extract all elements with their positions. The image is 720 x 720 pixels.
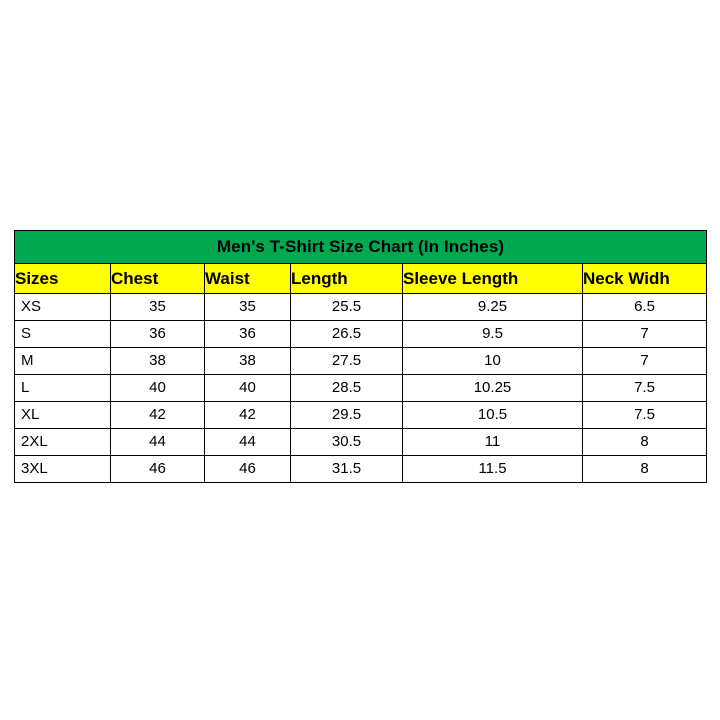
table-row [15,429,707,456]
cell-sleeve-length: 9.25 [403,294,583,321]
table-row [15,402,707,429]
cell-chest: 36 [111,321,205,348]
table-row [15,321,707,348]
cell-waist: 46 [205,456,291,483]
table-row [15,375,707,402]
cell-size: XS [15,294,111,321]
cell-chest: 42 [111,402,205,429]
table-title-row [15,231,707,264]
cell-neck-width: 7 [583,348,707,375]
cell-waist: 36 [205,321,291,348]
cell-size: 2XL [15,429,111,456]
cell-chest: 46 [111,456,205,483]
cell-sleeve-length: 11.5 [403,456,583,483]
cell-chest: 38 [111,348,205,375]
cell-neck-width: 7.5 [583,375,707,402]
column-header-waist: Waist [205,264,291,294]
cell-neck-width: 7.5 [583,402,707,429]
cell-sleeve-length: 10.5 [403,402,583,429]
cell-waist: 35 [205,294,291,321]
table-row [15,348,707,375]
cell-length: 30.5 [291,429,403,456]
cell-size: M [15,348,111,375]
cell-waist: 38 [205,348,291,375]
cell-size: S [15,321,111,348]
table-header-row [15,264,707,294]
column-header-length: Length [291,264,403,294]
cell-waist: 42 [205,402,291,429]
column-header-sleeve-length: Sleeve Length [403,264,583,294]
cell-size: L [15,375,111,402]
cell-chest: 44 [111,429,205,456]
cell-sleeve-length: 10.25 [403,375,583,402]
cell-chest: 35 [111,294,205,321]
table-row [15,456,707,483]
size-chart-table [14,230,707,483]
cell-size: XL [15,402,111,429]
size-chart-container [14,230,706,483]
cell-length: 26.5 [291,321,403,348]
cell-length: 28.5 [291,375,403,402]
column-header-neck-width: Neck Widh [583,264,707,294]
cell-length: 31.5 [291,456,403,483]
cell-sleeve-length: 11 [403,429,583,456]
cell-length: 29.5 [291,402,403,429]
cell-neck-width: 8 [583,456,707,483]
cell-sleeve-length: 10 [403,348,583,375]
cell-neck-width: 7 [583,321,707,348]
cell-waist: 44 [205,429,291,456]
cell-waist: 40 [205,375,291,402]
cell-chest: 40 [111,375,205,402]
table-row [15,294,707,321]
cell-length: 27.5 [291,348,403,375]
cell-neck-width: 8 [583,429,707,456]
column-header-chest: Chest [111,264,205,294]
chart-title: Men's T-Shirt Size Chart (In Inches) [15,231,707,264]
column-header-sizes: Sizes [15,264,111,294]
cell-neck-width: 6.5 [583,294,707,321]
cell-length: 25.5 [291,294,403,321]
cell-sleeve-length: 9.5 [403,321,583,348]
cell-size: 3XL [15,456,111,483]
